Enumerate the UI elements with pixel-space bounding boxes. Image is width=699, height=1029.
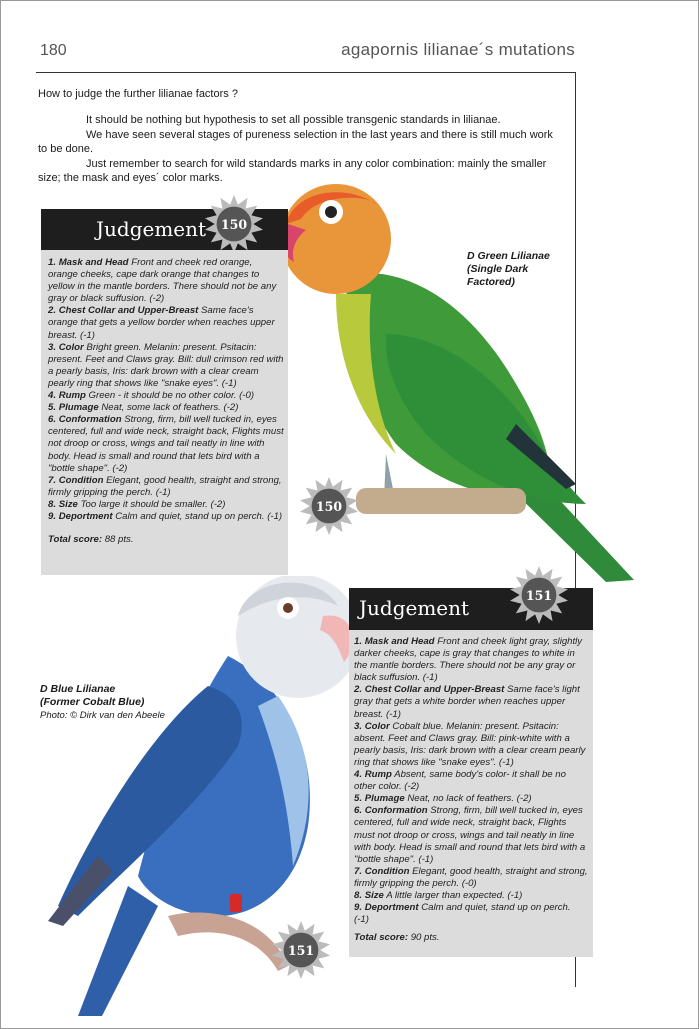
badge-151-icon — [510, 566, 568, 624]
svg-text:151: 151 — [287, 942, 315, 958]
photo-credit: Photo: © Dirk van den Abeele — [40, 710, 165, 721]
criteria-list-green: 1. Mask and Head Front and cheek red orange, orange cheeks, cape dark orange that changes to yellow in the mantle borders. There should not be any gray or black suffusion. (-2) 2. Chest Collar and Upper-Breast Same face's orange that gets a yellow border when reaches upper breast. (-1) 3. Color Bright green. Melanin: present. Psitacin: present. Feet and Claws gray. Bill: dull crimson red with a pearly basis, Iris: dark brown with a clear cream pearly ring that shows like "snake eyes". (-1) 4. Rump Green - it should be no other color. (-0) 5. Plumage Neat, some lack of feathers. (-2) 6. Conformation Strong, firm, bill well tucked in, eyes centered, full and wide neck, straight back, Flights must not droop or cross, wings and tail neatly in line with body. Head is small and round that lets bird with a "bottle shape". (-2) 7. Condition Elegant, good health, straight and strong, firmly gripping the perch. (-1) 8. Size Too large it should be smaller. (-2) 9. Deportment Calm and quiet, stand up on perch. (-1) Total score: 88 pts. — [48, 257, 284, 546]
criteria-list-blue: 1. Mask and Head Front and cheek light gray, slightly darker cheeks, cape is gray that changes to white in the mantle borders. There should not be any gray or black suffusion. (-1) 2. Chest Collar and Upper-Breast Same face's light gray that gets a white border when reaches upper breast. (-1) 3. Color Cobalt blue. Melanin: present. Psitacin: absent. Feet and Claws gray. Bill: pink-white with a pearly basis, Iris: dark brown with a clear cream pearly ring that shows like "snake eyes". (-1) 4. Rump Absent, same body's color- it shall be no other color. (-2) 5. Plumage Neat, no lack of feathers. (-2) 6. Conformation Strong, firm, bill well tucked in, eyes centered, full and wide neck, straight back, Flights must not droop or cross, wings and tail neatly in line with body. Head is small and round that lets bird with a "bottle shape". (-1) 7. Condition Elegant, good health, straight and strong, firmly gripping the perch. (-0) 8. Size A little larger than expected. (-1) 9. Deportment Calm and quiet, stand up on perch. (-1) Total score: 90 pts. — [354, 636, 588, 944]
intro-paragraph-1: It should be nothing but hypothesis to set all possible transgenic standards in lilianae. — [86, 114, 501, 126]
caption-blue: D Blue Lilianae (Former Cobalt Blue) Photo: © Dirk van den Abeele — [40, 683, 165, 721]
total-score-blue: Total score: 90 pts. — [354, 932, 440, 944]
intro-question: How to judge the further lilianae factors ? — [38, 88, 238, 100]
judgement-title-green: Judgement — [96, 217, 207, 241]
intro-paragraph-3: Just remember to search for wild standards marks in any color combination: mainly the smaller size; the mask and eyes´ color marks. — [38, 158, 547, 184]
badge-150-icon — [205, 195, 263, 253]
badge-150-photo-icon — [300, 477, 358, 535]
total-score-green: Total score: 88 pts. — [48, 534, 134, 546]
caption-green: D Green Lilianae (Single Dark Factored) — [467, 250, 550, 288]
svg-text:151: 151 — [525, 587, 553, 603]
header-rule — [36, 72, 575, 73]
svg-text:150: 150 — [315, 498, 343, 514]
badge-151-photo-icon — [272, 921, 330, 979]
svg-text:150: 150 — [220, 216, 248, 232]
intro-paragraph-2: We have seen several stages of pureness selection in the last years and there is still much work to be done. — [38, 129, 553, 155]
page-number: 180 — [40, 42, 67, 59]
judgement-title-blue: Judgement — [359, 596, 470, 620]
running-title: agapornis lilianae´s mutations — [341, 40, 575, 59]
